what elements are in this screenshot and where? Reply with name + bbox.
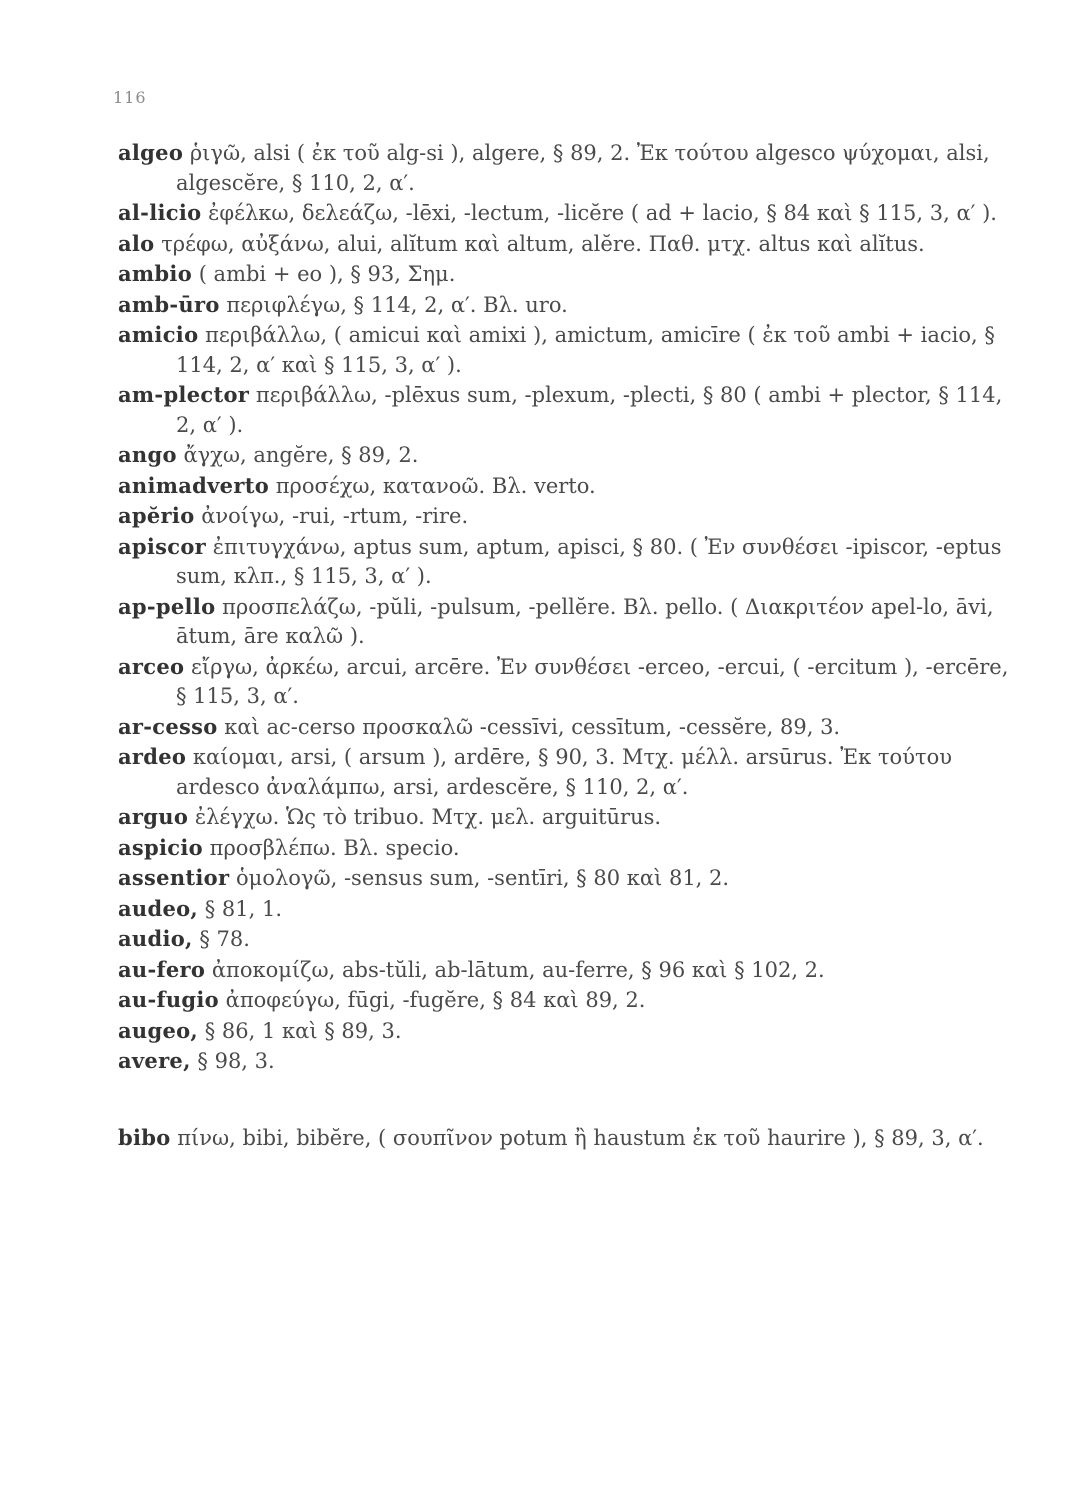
entry-definition: προσβλέπω. Βλ. specio.	[209, 835, 460, 860]
dictionary-entry	[118, 652, 1018, 712]
entry-headword: ambio	[118, 261, 192, 286]
entry-definition: περιβάλλω, ( amicui καὶ amixi ), amictum, amicīre ( ἐκ τοῦ ambi + iacio, § 114, 2, α′ καὶ § 115, 3, α′ ).	[176, 323, 995, 377]
entry-headword: apĕrio	[118, 503, 195, 528]
entry-headword: am-plector	[118, 382, 250, 407]
entry-headword: ardeo	[118, 744, 187, 769]
entry-headword: amb-ūro	[118, 291, 220, 317]
entry-definition: περιβάλλω, -plēxus sum, -plexum, -plecti, § 80 ( ambi + plector, § 114, 2, α′ ).	[176, 383, 1003, 437]
entry-headword: au-fero	[118, 956, 206, 982]
entry-headword: audio,	[118, 926, 193, 951]
entry-headword: arguo	[118, 804, 189, 829]
entry-definition: καίομαι, arsi, ( arsum ), ardēre, § 90, 3. Μτχ. μέλλ. arsūrus. Ἐκ τούτου ardesco ἀναλάμπω, arsi, ardescĕre, § 110, 2, α′.	[176, 745, 952, 799]
dictionary-entry	[118, 592, 1018, 652]
dictionary-entry	[118, 290, 1018, 321]
entry-headword: bibo	[118, 1124, 171, 1150]
dictionary-entry	[118, 229, 1018, 260]
entry-definition: ὁμολογῶ, -sensus sum, -sentīri, § 80 καὶ 81, 2.	[236, 866, 730, 890]
entry-list	[118, 138, 1018, 1153]
dictionary-entry	[118, 259, 1018, 290]
entry-definition: περιφλέγω, § 114, 2, α′. Βλ. uro.	[226, 292, 568, 317]
entry-headword: apiscor	[118, 533, 207, 559]
entry-definition: § 98, 3.	[197, 1049, 275, 1073]
entry-definition: πίνω, bibi, bibĕre, ( σουπῖνον potum ἢ haustum ἐκ τοῦ haurire ), § 89, 3, α′.	[177, 1125, 984, 1150]
dictionary-entry	[118, 1016, 1018, 1047]
entry-definition: ἀποκομίζω, abs-tŭli, ab-lātum, au-ferre, § 96 καὶ § 102, 2.	[211, 957, 825, 982]
entry-headword: animadverto	[118, 472, 269, 498]
entry-headword: ango	[118, 442, 177, 467]
entry-headword: audeo,	[118, 895, 199, 921]
entry-definition: ἄγχω, angĕre, § 89, 2.	[183, 443, 419, 467]
dictionary-entry	[118, 863, 1018, 894]
entry-definition: ἐλέγχω. Ὡς τὸ tribuo. Μτχ. μελ. arguitūrus.	[194, 805, 662, 829]
dictionary-entry	[118, 320, 1018, 380]
entry-headword: ap-pello	[118, 593, 216, 619]
dictionary-entry	[118, 138, 1018, 198]
dictionary-entry	[118, 471, 1018, 502]
dictionary-entry	[118, 440, 1018, 471]
entry-definition: προσέχω, κατανοῶ. Βλ. verto.	[275, 473, 596, 498]
entry-headword: aspicio	[118, 834, 203, 860]
dictionary-entry	[118, 985, 1018, 1016]
entry-definition: ( ambi + eo ), § 93, Σημ.	[198, 262, 456, 286]
dictionary-entry	[118, 1123, 1018, 1154]
entry-definition: ἀποφεύγω, fūgi, -fugĕre, § 84 καὶ 89, 2.	[225, 988, 646, 1012]
dictionary-entry	[118, 198, 1018, 229]
entry-headword: au-fugio	[118, 987, 219, 1012]
entry-headword: assentior	[118, 865, 230, 890]
entry-definition: § 78.	[199, 927, 250, 951]
entry-definition: § 81, 1.	[204, 896, 283, 921]
entry-headword: ar-cesso	[118, 713, 218, 739]
entry-definition: ἐφέλκω, δελεάζω, -lēxi, -lectum, -licĕre ( ad + lacio, § 84 καὶ § 115, 3, α′ ).	[208, 201, 997, 225]
entry-definition: ἐπιτυγχάνω, aptus sum, aptum, apisci, § 80. ( Ἐν συνθέσει -ipiscor, -eptus sum, κλπ., § 115, 3, α′ ).	[176, 534, 1002, 588]
dictionary-entry	[118, 802, 1018, 833]
dictionary-entry	[118, 955, 1018, 986]
dictionary-entry	[118, 380, 1018, 440]
dictionary-entry	[118, 532, 1018, 592]
entry-headword: algeo	[118, 140, 184, 165]
dictionary-entry	[118, 924, 1018, 955]
entry-definition: εἴργω, ἀρκέω, arcui, arcēre. Ἐν συνθέσει -erceo, -ercui, ( -ercitum ), -ercēre, § 115, 3, α′.	[176, 654, 1009, 708]
dictionary-entry	[118, 894, 1018, 925]
entry-definition: ἀνοίγω, -rui, -rtum, -rire.	[201, 504, 469, 528]
entry-headword: avere,	[118, 1048, 191, 1073]
dictionary-entry	[118, 1046, 1018, 1077]
entry-headword: alo	[118, 230, 155, 256]
entry-headword: al-licio	[118, 200, 202, 225]
entry-definition: ῥιγῶ, alsi ( ἐκ τοῦ alg-si ), algere, § 89, 2. Ἐκ τούτου algesco ψύχομαι, alsi, algescĕre, § 110, 2, α′.	[176, 141, 990, 195]
dictionary-entry	[118, 742, 1018, 802]
dictionary-entry	[118, 712, 1018, 743]
entry-headword: augeo,	[118, 1017, 199, 1043]
entry-definition: προσπελάζω, -pŭli, -pulsum, -pellĕre. Βλ. pello. ( Διακριτέον apel-lo, āvi, ātum, āre καλῶ ).	[176, 594, 994, 648]
page-number: 116	[113, 88, 147, 107]
entry-definition: τρέφω, αὐξάνω, alui, alĭtum καὶ altum, alĕre. Παθ. μτχ. altus καὶ alĭtus.	[161, 231, 925, 256]
dictionary-entry	[118, 833, 1018, 864]
entry-headword: arceo	[118, 653, 185, 679]
entry-definition: § 86, 1 καὶ § 89, 3.	[204, 1018, 402, 1043]
entry-headword: amicio	[118, 322, 199, 347]
dictionary-entry	[118, 501, 1018, 532]
entry-definition: καὶ ac-cerso προσκαλῶ -cessīvi, cessītum, -cessĕre, 89, 3.	[224, 714, 841, 739]
